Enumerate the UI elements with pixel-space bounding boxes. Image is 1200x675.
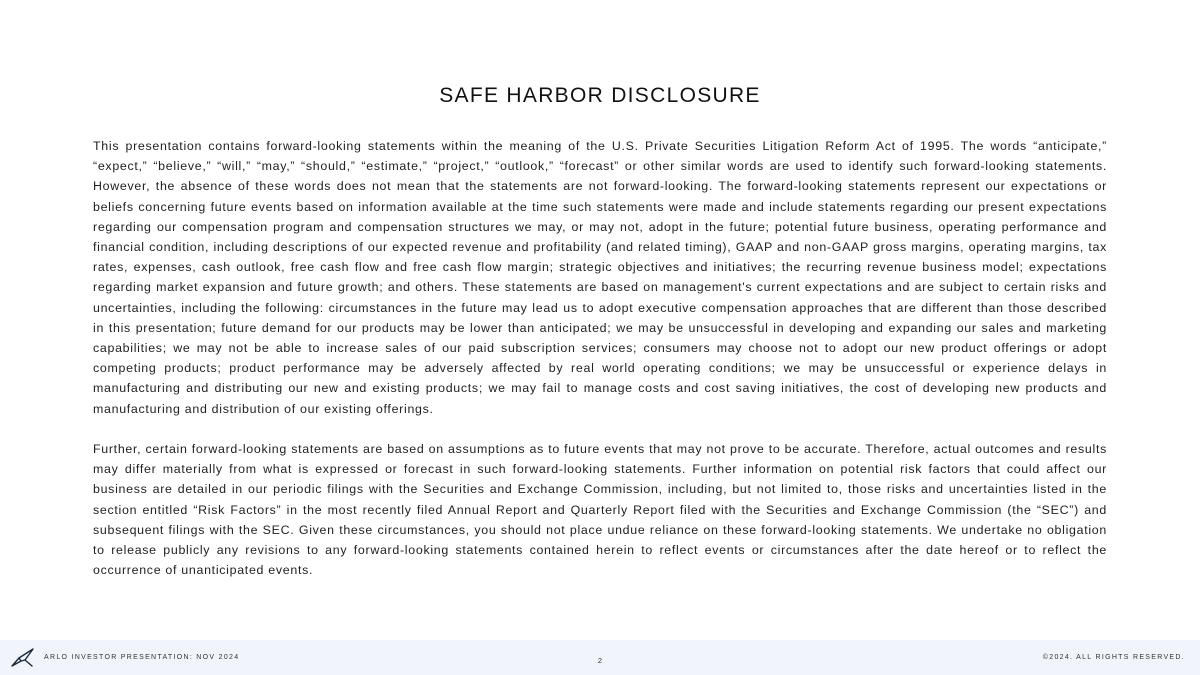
page-title: SAFE HARBOR DISCLOSURE [439, 84, 761, 107]
page-number: 2 [597, 656, 603, 665]
disclosure-body [93, 136, 1107, 580]
disclosure-paragraph: This presentation contains forward-looking statements within the meaning of the U.S. Private Securities Litigation Reform Act of 1995. The words “anticipate,” “expect,” “believe,” “will,” “may,” “should,” “estimate,” “project,” “outlook,” “forecast” or other similar words are used to identify such forward-looking statements. However, the absence of these words does not mean that the statements are not forward-looking. The forward-looking statements represent our expectations or beliefs concerning future events based on information available at the time such statements were made and include statements regarding our present expectations regarding our compensation program and compensation structures we may, or may not, adopt in the future; potential future business, operating performance and financial condition, including descriptions of our expected revenue and profitability (and related timing), GAAP and non-GAAP gross margins, operating margins, tax rates, expenses, cash outlook, free cash flow and free cash flow margin; strategic objectives and initiatives; the recurring revenue business model; expectations regarding market expansion and future growth; and others. These statements are based on management's current expectations and are subject to certain risks and uncertainties, including the following: circumstances in the future may lead us to adopt executive compensation approaches that are different than those described in this presentation; future demand for our products may be lower than anticipated; we may be unsuccessful in developing and expanding our sales and marketing capabilities; we may not be able to increase sales of our paid subscription services; consumers may choose not to adopt our new product offerings or adopt competing products; product performance may be adversely affected by real world operating conditions; we may be unsuccessful or experience delays in manufacturing and distributing our new and existing products; we may fail to manage costs and cost saving initiatives, the cost of developing new products and manufacturing and distribution of our existing offerings. [93, 139, 1107, 416]
footer-bar [0, 640, 1200, 675]
footer-presentation-label: ARLO INVESTOR PRESENTATION: NOV 2024 [44, 654, 240, 661]
disclosure-paragraph: Further, certain forward-looking statements are based on assumptions as to future events that may not prove to be accurate. Therefore, actual outcomes and results may differ materially from what is expressed or forecast in such forward-looking statements. Further information on potential risk factors that could affect our business are detailed in our periodic filings with the Securities and Exchange Commission, including, but not limited to, those risks and uncertainties listed in the section entitled “Risk Factors” in the most recently filed Annual Report and Quarterly Report filed with the Securities and Exchange Commission (the “SEC”) and subsequent filings with the SEC. Given these circumstances, you should not place undue reliance on these forward-looking statements. We undertake no obligation to release publicly any revisions to any forward-looking statements contained herein to reflect events or circumstances after the date hereof or to reflect the occurrence of unanticipated events. [93, 442, 1107, 578]
copyright-notice: ©2024. ALL RIGHTS RESERVED. [1042, 654, 1185, 661]
